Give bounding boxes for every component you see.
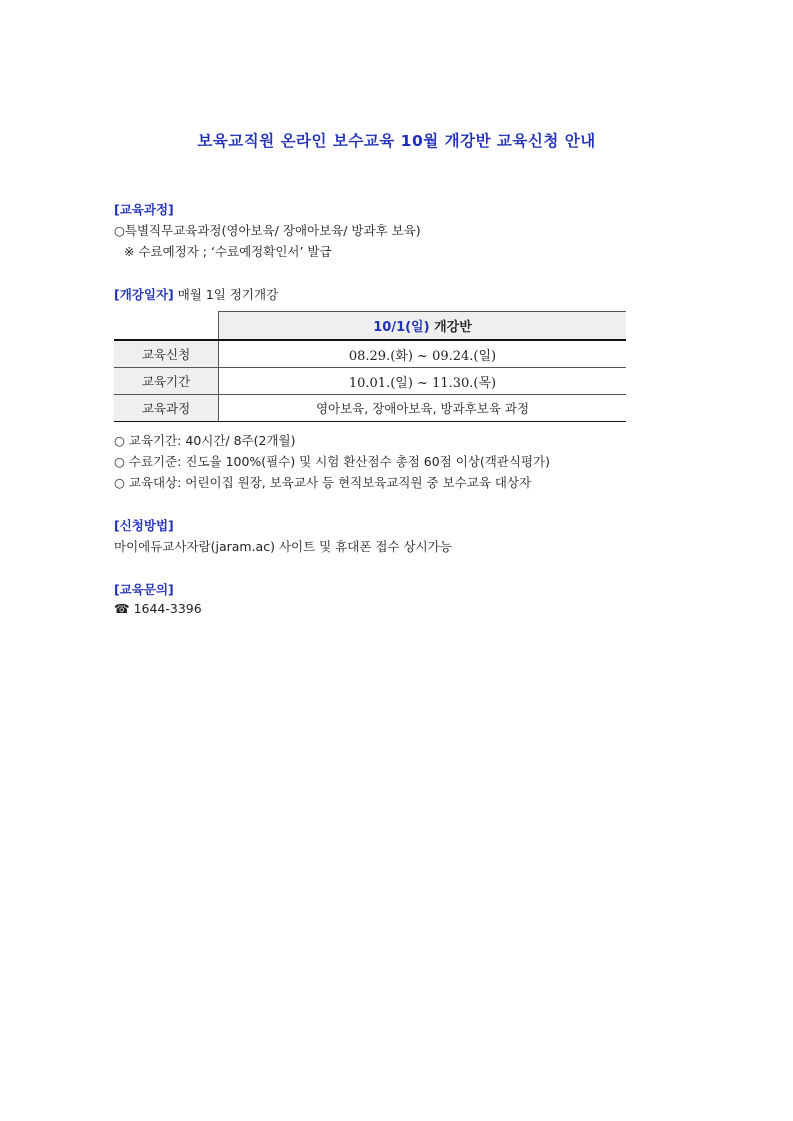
schedule-row-label: 교육기간 [114, 368, 219, 395]
page-title: 보육교직원 온라인 보수교육 10월 개강반 교육신청 안내 [197, 132, 596, 150]
schedule-row-value: 08.29.(화) ~ 09.24.(일) [219, 340, 627, 368]
schedule-row-value: 영아보육, 장애아보육, 방과후보육 과정 [219, 395, 627, 422]
schedule-table [114, 311, 626, 422]
table-row [114, 340, 626, 368]
schedule-row-label: 교육신청 [114, 340, 219, 368]
bullet-item: ○ 수료기준: 진도율 100%(필수) 및 시험 환산점수 총점 60점 이상(객관식평가) [114, 454, 550, 469]
apply-heading: [신청방법] [114, 518, 174, 533]
opening-date-row [114, 285, 278, 303]
schedule-row-value: 10.01.(일) ~ 11.30.(목) [219, 368, 627, 395]
inquiry-phone-row [114, 601, 202, 616]
opening-text: 매월 1일 정기개강 [177, 287, 279, 302]
phone-number[interactable]: 1644-3396 [133, 601, 202, 616]
schedule-header [219, 312, 627, 341]
opening-heading: [개강일자] [114, 287, 174, 302]
schedule-header-row [114, 312, 626, 341]
apply-text: 마이에듀교사자람(jaram.ac) 사이트 및 휴대폰 접수 상시가능 [114, 539, 452, 554]
table-row [114, 395, 626, 422]
inquiry-heading: [교육문의] [114, 582, 174, 597]
schedule-row-label: 교육과정 [114, 395, 219, 422]
schedule-header-suffix: 개강반 [429, 320, 472, 335]
course-line-2: ※ 수료예정자 ; ‘수료예정확인서’ 발급 [124, 244, 332, 259]
phone-icon: ☎ [114, 601, 130, 616]
table-row [114, 368, 626, 395]
bullet-item: ○ 교육기간: 40시간/ 8주(2개월) [114, 433, 296, 448]
course-line-1: ○특별직무교육과정(영아보육/ 장애아보육/ 방과후 보육) [114, 223, 421, 238]
bullet-item: ○ 교육대상: 어린이집 원장, 보육교사 등 현직보육교직원 중 보수교육 대상자 [114, 475, 532, 490]
schedule-header-blank [114, 312, 219, 341]
course-heading: [교육과정] [114, 202, 174, 217]
schedule-header-date: 10/1(일) [373, 320, 430, 335]
